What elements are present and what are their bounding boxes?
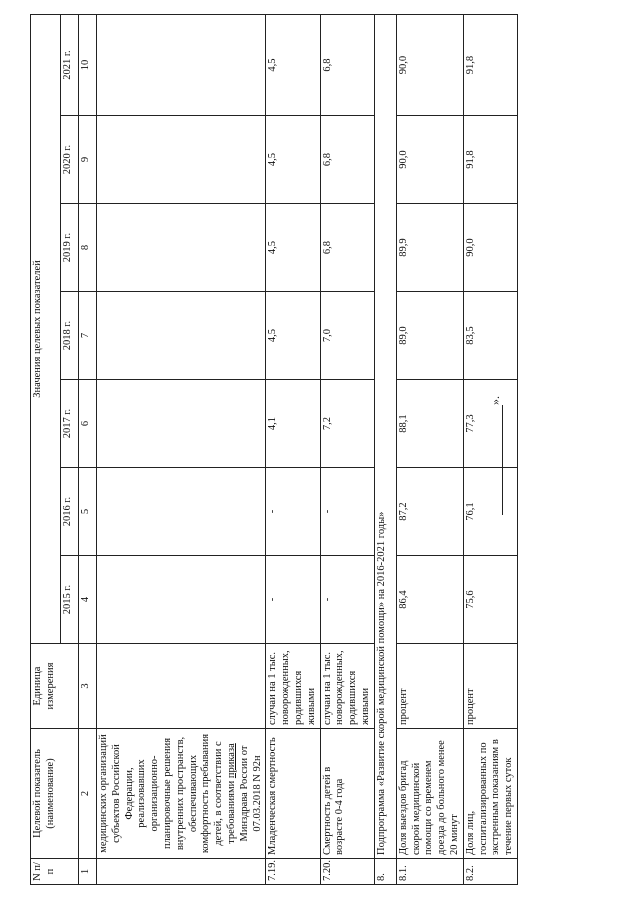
value-cell: 90,0 — [396, 116, 463, 204]
unit: случаи на 1 тыс. новорожденных, родившихся живыми — [266, 644, 320, 729]
header-year: 2020 г. — [61, 116, 79, 204]
indicator-name: Смертность детей в возрасте 0-4 года — [320, 729, 374, 859]
value-cell: 89,9 — [396, 204, 463, 292]
header-n: N п/п — [31, 859, 79, 885]
value-cell: 6,8 — [320, 116, 374, 204]
value-cell: 7,2 — [320, 380, 374, 468]
value-cell: 90,0 — [396, 14, 463, 115]
header-year: 2016 г. — [61, 468, 79, 556]
indicator-name-continuation: медицинских организаций субъектов Российской Федерации, реализовавших организационно-планировочные решения внутренних пространств, обеспечивающих комфортность пребывания детей, в соответствии с требованиями приказа Минздрава России от 07.03.2018 N 92н — [97, 729, 266, 859]
header-year: 2017 г. — [61, 380, 79, 468]
value-cell: 90,0 — [463, 204, 517, 292]
column-number: 7 — [79, 292, 97, 380]
column-number: 4 — [79, 556, 97, 644]
header-year: 2019 г. — [61, 204, 79, 292]
subprogram-title: Подпрограмма «Развитие скорой медицинской помощи» на 2016-2021 годы» — [374, 14, 396, 858]
header-year: 2021 г. — [61, 14, 79, 115]
value-cell: 4,5 — [266, 14, 320, 115]
table-row — [396, 14, 463, 884]
header-unit: Единица измерения — [31, 644, 79, 729]
column-number: 3 — [79, 644, 97, 729]
header-year: 2018 г. — [61, 292, 79, 380]
value-cell: 4,1 — [266, 380, 320, 468]
value-cell: - — [266, 468, 320, 556]
column-number: 2 — [79, 729, 97, 859]
subprogram-row — [374, 14, 396, 884]
value-cell: 76,1 — [463, 468, 517, 556]
value-cell: - — [320, 468, 374, 556]
target-indicators-table — [30, 14, 518, 885]
value-cell: 6,8 — [320, 14, 374, 115]
value-cell: 91,8 — [463, 116, 517, 204]
closing-signature-line — [488, 396, 503, 515]
row-number: 7.19. — [266, 859, 320, 885]
column-number: 9 — [79, 116, 97, 204]
row-number: 8.1. — [396, 859, 463, 885]
value-cell: 7,0 — [320, 292, 374, 380]
value-cell: 86,4 — [396, 556, 463, 644]
row-number: 8. — [374, 859, 396, 885]
closing-quote-mark: ». — [488, 396, 502, 405]
header-indicator: Целевой показатель (наименование) — [31, 729, 79, 859]
value-cell: 6,8 — [320, 204, 374, 292]
indicator-name: Доля выездов бригад скорой медицинской помощи со временем доезда до больного менее 20 минут — [396, 729, 463, 859]
signature-underline — [502, 405, 503, 515]
value-cell: 4,5 — [266, 292, 320, 380]
value-cell: 87,2 — [396, 468, 463, 556]
value-cell: 75,6 — [463, 556, 517, 644]
value-cell: 4,5 — [266, 204, 320, 292]
table-row — [97, 14, 266, 884]
column-number: 5 — [79, 468, 97, 556]
row-number: 7.20. — [320, 859, 374, 885]
value-cell: 91,8 — [463, 14, 517, 115]
column-number: 6 — [79, 380, 97, 468]
column-number: 10 — [79, 14, 97, 115]
column-number: 1 — [79, 859, 97, 885]
header-year: 2015 г. — [61, 556, 79, 644]
header-values: Значения целевых показателей — [31, 14, 61, 643]
row-number: 8.2. — [463, 859, 517, 885]
value-cell: - — [266, 556, 320, 644]
value-cell: 88,1 — [396, 380, 463, 468]
indicator-name: Доля лиц, госпитализированных по экстренным показаниям в течение первых суток — [463, 729, 517, 859]
table-row — [266, 14, 320, 884]
row-number — [97, 859, 266, 885]
column-number-row — [79, 14, 97, 884]
indicator-name: Младенческая смертность — [266, 729, 320, 859]
table-row — [320, 14, 374, 884]
column-number: 8 — [79, 204, 97, 292]
value-cell: 4,5 — [266, 116, 320, 204]
value-cell: 89,0 — [396, 292, 463, 380]
value-cell: 83,5 — [463, 292, 517, 380]
value-cell: 77,3 — [463, 380, 517, 468]
unit: случаи на 1 тыс. новорожденных, родившихся живыми — [320, 644, 374, 729]
value-cell: - — [320, 556, 374, 644]
unit: процент — [396, 644, 463, 729]
unit: процент — [463, 644, 517, 729]
